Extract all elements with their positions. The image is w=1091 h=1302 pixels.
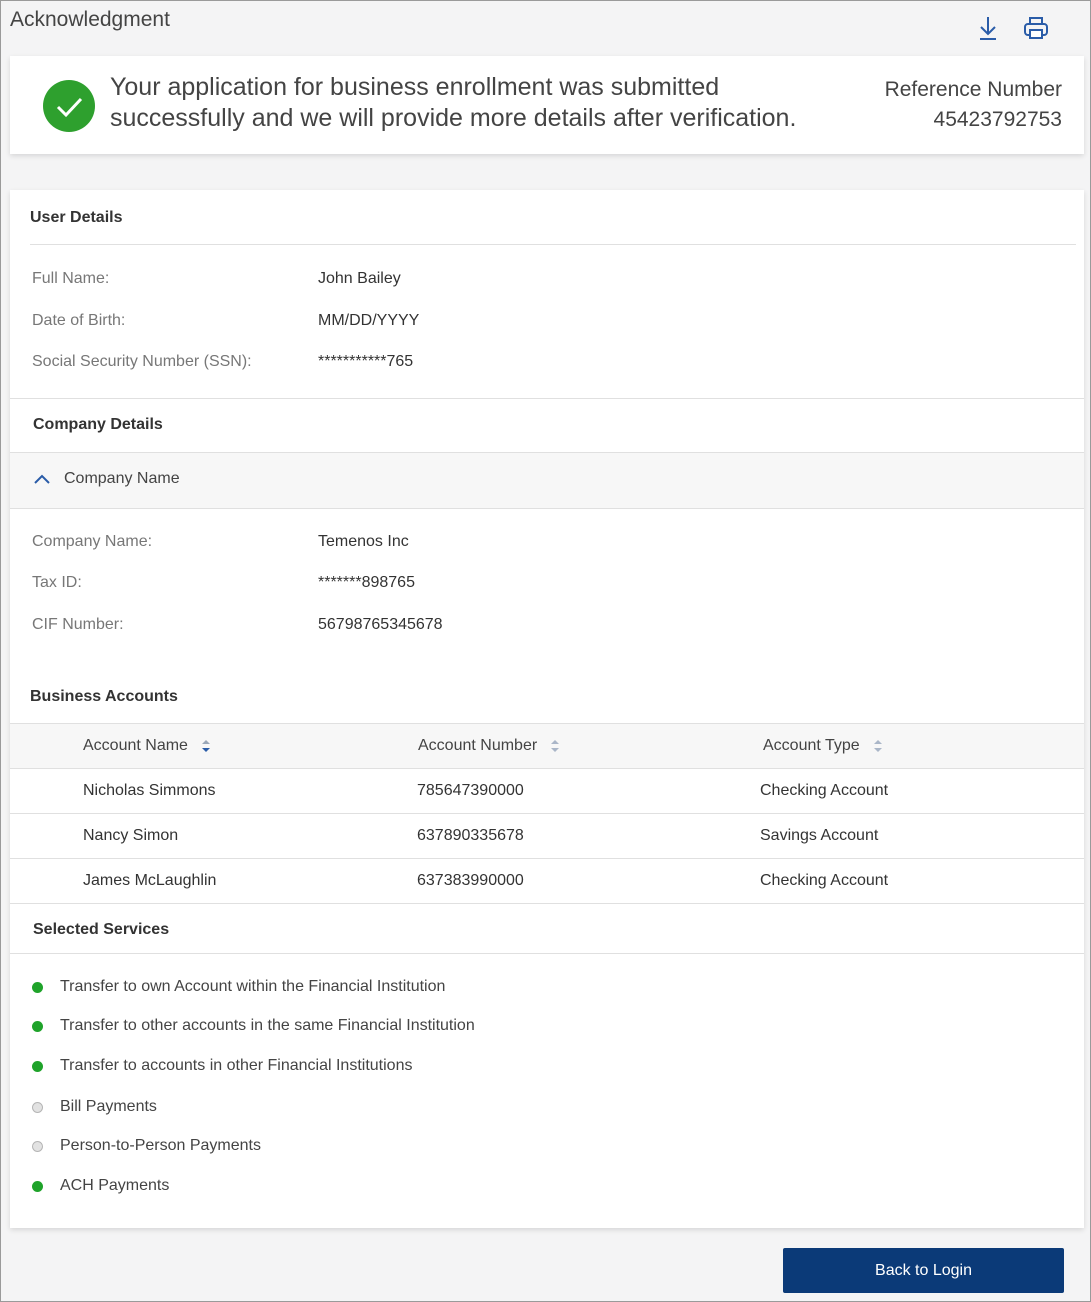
service-item xyxy=(32,1055,412,1077)
print-icon[interactable] xyxy=(1023,14,1049,42)
acknowledgment-message: Your application for business enrollment was submitted successfully and we will provide more details after verification. xyxy=(110,73,797,132)
header-actions xyxy=(975,14,1049,42)
divider xyxy=(10,953,1084,954)
service-item xyxy=(32,1135,261,1157)
service-label: Transfer to other accounts in the same Financial Institution xyxy=(60,1017,475,1034)
account-name-cell: James McLaughlin xyxy=(83,872,217,889)
service-label: Transfer to own Account within the Financial Institution xyxy=(60,978,446,995)
column-header-label: Account Type xyxy=(763,737,860,754)
account-number-cell: 785647390000 xyxy=(417,782,524,799)
full-name-label: Full Name: xyxy=(32,270,110,287)
reference-number-label: Reference Number xyxy=(884,78,1062,101)
account-type-cell: Checking Account xyxy=(760,782,889,799)
service-item xyxy=(32,1175,169,1197)
company-name-value: Temenos Inc xyxy=(318,533,409,550)
dob-label: Date of Birth: xyxy=(32,312,126,329)
column-header-account-name[interactable] xyxy=(83,737,212,755)
column-header-label: Account Number xyxy=(418,737,538,754)
service-label: Transfer to accounts in other Financial Institutions xyxy=(60,1057,413,1074)
ssn-label: Social Security Number (SSN): xyxy=(32,353,252,370)
tax-id-label: Tax ID: xyxy=(32,574,82,591)
divider xyxy=(30,244,1076,245)
service-item xyxy=(32,1015,475,1037)
table-row xyxy=(10,768,1084,814)
account-type-cell: Checking Account xyxy=(760,872,889,889)
full-name-value: John Bailey xyxy=(318,270,401,287)
service-unselected-indicator xyxy=(32,1102,43,1113)
company-name-label: Company Name: xyxy=(32,533,153,550)
table-row xyxy=(10,858,1084,904)
acknowledgment-card xyxy=(10,56,1084,154)
column-header-account-type[interactable] xyxy=(763,737,884,755)
account-name-cell: Nancy Simon xyxy=(83,827,179,844)
service-label: Person-to-Person Payments xyxy=(60,1137,261,1154)
service-selected-indicator xyxy=(32,1181,43,1192)
dob-value: MM/DD/YYYY xyxy=(318,312,420,329)
account-name-cell: Nicholas Simmons xyxy=(83,782,216,799)
reference-number-value: 45423792753 xyxy=(933,108,1062,131)
company-name-accordion[interactable] xyxy=(10,452,1084,509)
service-selected-indicator xyxy=(32,982,43,993)
tax-id-value: *******898765 xyxy=(318,574,415,591)
service-label: ACH Payments xyxy=(60,1177,170,1194)
company-details-title: Company Details xyxy=(33,416,163,433)
service-item xyxy=(32,1096,157,1118)
service-item xyxy=(32,976,445,998)
service-unselected-indicator xyxy=(32,1141,43,1152)
accounts-table-header xyxy=(10,723,1084,769)
chevron-up-icon xyxy=(32,470,52,490)
service-selected-indicator xyxy=(32,1021,43,1032)
account-type-cell: Savings Account xyxy=(760,827,879,844)
table-row xyxy=(10,813,1084,859)
download-icon[interactable] xyxy=(975,14,1001,42)
business-accounts-title: Business Accounts xyxy=(30,688,178,705)
back-to-login-button[interactable]: Back to Login xyxy=(783,1248,1064,1293)
accordion-label: Company Name xyxy=(64,470,180,487)
cif-number-label: CIF Number: xyxy=(32,616,124,633)
sort-icon xyxy=(549,738,561,754)
cif-number-value: 56798765345678 xyxy=(318,616,443,633)
user-details-title: User Details xyxy=(30,209,123,226)
success-check-icon xyxy=(43,80,95,132)
page-title: Acknowledgment xyxy=(10,8,170,31)
sort-icon xyxy=(872,738,884,754)
account-number-cell: 637383990000 xyxy=(417,872,524,889)
column-header-account-number[interactable] xyxy=(418,737,561,755)
divider xyxy=(10,398,1084,399)
selected-services-title: Selected Services xyxy=(33,921,170,938)
service-label: Bill Payments xyxy=(60,1098,157,1115)
column-header-label: Account Name xyxy=(83,737,188,754)
service-selected-indicator xyxy=(32,1061,43,1072)
details-card xyxy=(10,190,1084,1228)
account-number-cell: 637890335678 xyxy=(417,827,524,844)
ssn-value: ***********765 xyxy=(318,353,414,370)
sort-active-icon xyxy=(200,738,212,754)
